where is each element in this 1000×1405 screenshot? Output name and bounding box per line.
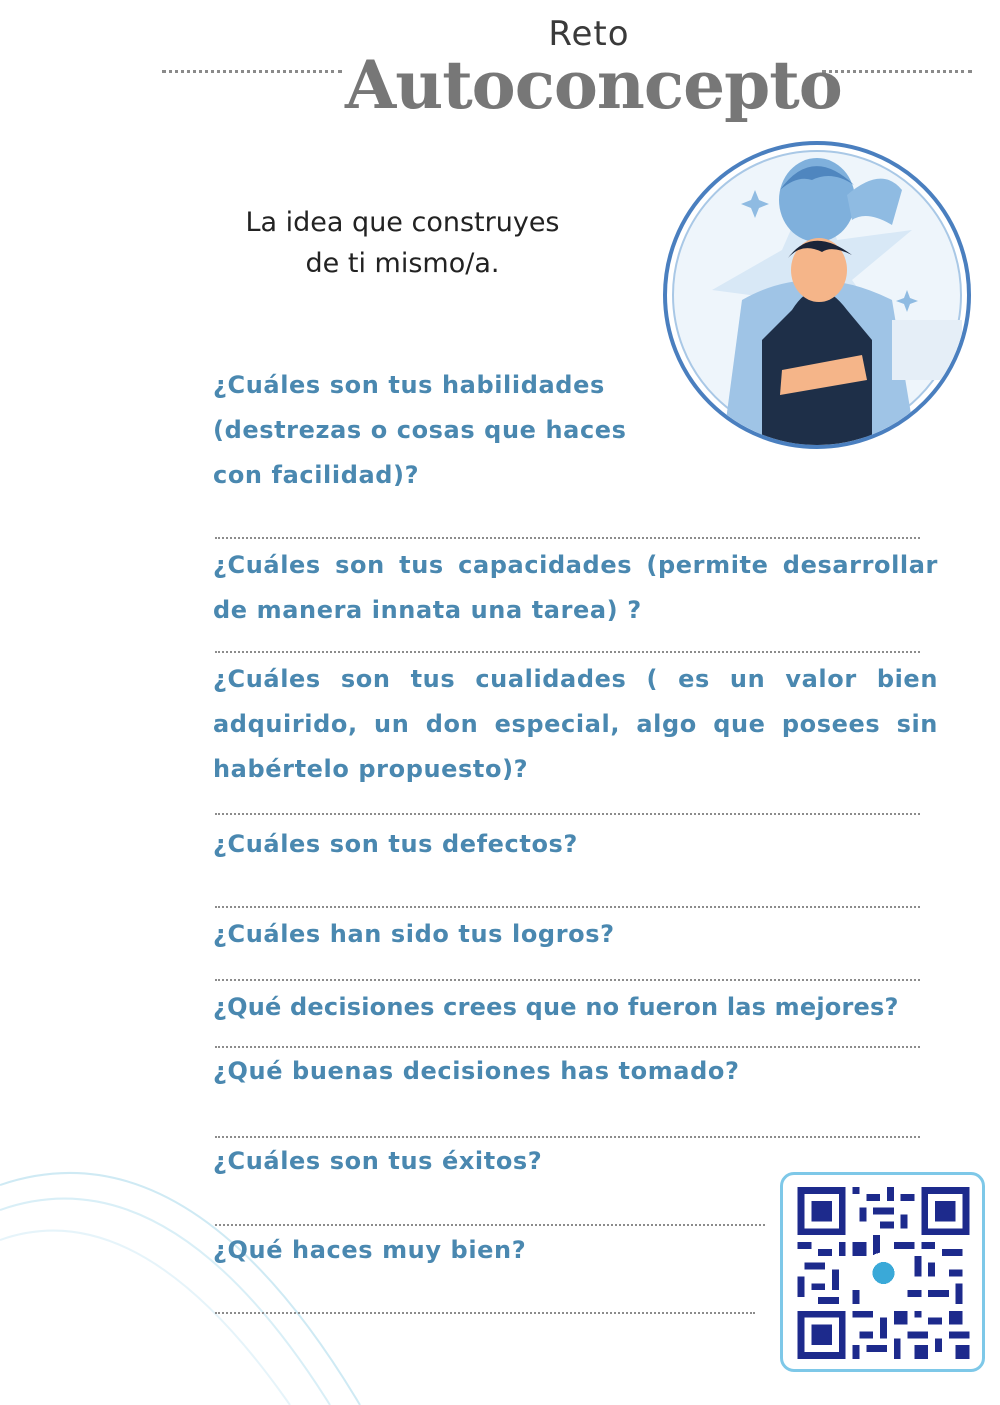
header-subtitle: Reto [548, 14, 630, 54]
question-buenas-decisiones: ¿Qué buenas decisiones has tomado? [213, 1057, 740, 1085]
answer-line[interactable] [215, 979, 920, 981]
qr-code-icon [796, 1187, 971, 1359]
answer-line[interactable] [215, 537, 920, 539]
answer-line[interactable] [215, 1312, 755, 1314]
question-cualidades: ¿Cuáles son tus cualidades ( es un valor bien adquirido, un don especial, algo que posees sin habértelo propuesto)? [213, 665, 938, 783]
answer-line[interactable] [215, 813, 920, 815]
question-logros: ¿Cuáles han sido tus logros? [213, 920, 615, 948]
answer-line[interactable] [215, 1224, 765, 1226]
answer-line[interactable] [215, 1136, 920, 1138]
answer-line[interactable] [215, 651, 920, 653]
question-exitos: ¿Cuáles son tus éxitos? [213, 1147, 543, 1175]
intro-text [200, 202, 605, 284]
superhero-illustration-icon [662, 140, 972, 450]
header-dots-left [162, 70, 342, 73]
header-dots-right [822, 70, 972, 73]
page-title: Autoconcepto [345, 46, 842, 124]
question-capacidades: ¿Cuáles son tus capacidades (permite desarrollar de manera innata una tarea) ? [213, 551, 938, 624]
answer-line[interactable] [215, 906, 920, 908]
question-decisiones-no-mejores: ¿Qué decisiones crees que no fueron las mejores? [213, 993, 899, 1021]
intro-line-2: de ti mismo/a. [305, 248, 500, 279]
question-haces-bien: ¿Qué haces muy bien? [213, 1236, 527, 1264]
qr-code[interactable] [780, 1172, 985, 1372]
question-habilidades: ¿Cuáles son tus habilidades (destrezas o cosas que haces con facilidad)? [213, 371, 627, 489]
question-defectos: ¿Cuáles son tus defectos? [213, 830, 578, 858]
intro-line-1: La idea que construyes [245, 207, 560, 238]
answer-line[interactable] [215, 1046, 920, 1048]
